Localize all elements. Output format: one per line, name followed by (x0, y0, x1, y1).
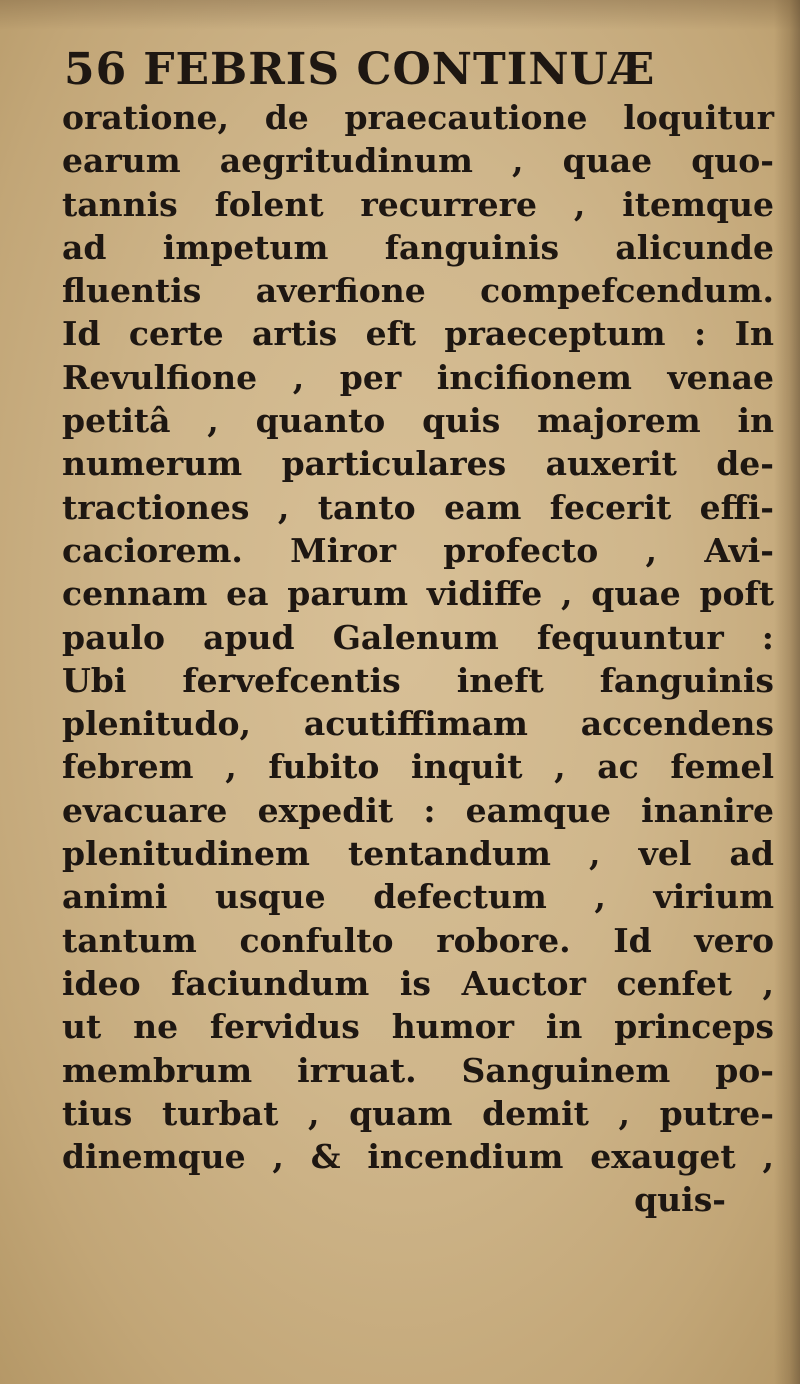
text-line: oratione, de praecautione loquitur (62, 98, 774, 137)
text-line: ad impetum fanguinis alicunde (62, 227, 774, 267)
text-line: membrum irruat. Sanguinem po- (62, 1050, 774, 1090)
text-line: fluentis averfione compefcendum. (62, 271, 774, 311)
text-line: animi usque defectum , virium (62, 877, 774, 917)
text-line: Ubi fervefcentis ineft fanguinis (62, 660, 774, 700)
text-line: ideo faciundum is Auctor cenfet , (62, 963, 774, 1003)
running-title: FEBRIS CONTINUÆ (143, 44, 656, 95)
text-line: plenitudo, acutiffimam accendens (62, 704, 774, 744)
running-header (64, 40, 655, 100)
text-line: caciorem. Miror profecto , Avi- (62, 530, 774, 570)
text-line: tannis folent recurrere , itemque (62, 184, 774, 224)
text-line: ut ne fervidus humor in princeps (62, 1007, 774, 1047)
text-line: petitâ , quanto quis majorem in (62, 401, 774, 441)
page-number: 56 (64, 44, 128, 95)
text-line: Id certe artis eft praeceptum : In (62, 314, 774, 354)
body-text (62, 96, 774, 1222)
text-line: numerum particulares auxerit de- (62, 444, 774, 484)
text-line: tius turbat , quam demit , putre- (62, 1093, 774, 1133)
text-line: paulo apud Galenum fequuntur : (62, 617, 774, 657)
text-line: evacuare expedit : eamque inanire (62, 790, 774, 830)
text-line: dinemque , & incendium exauget , (62, 1137, 774, 1177)
text-line: tantum confulto robore. Id vero (62, 920, 774, 960)
text-line: plenitudinem tentandum , vel ad (62, 834, 774, 874)
text-line: tractiones , tanto eam fecerit effi- (62, 487, 774, 527)
text-line: earum aegritudinum , quae quo- (62, 141, 774, 181)
text-line: febrem , fubito inquit , ac femel (62, 747, 774, 787)
text-line: Revulfione , per incifionem venae (62, 357, 774, 397)
catchword: quis- (634, 1180, 726, 1220)
text-line: cennam ea parum vidiffe , quae poft (62, 574, 774, 614)
page-right-shadow (774, 0, 800, 1384)
page-top-shadow (0, 0, 800, 30)
